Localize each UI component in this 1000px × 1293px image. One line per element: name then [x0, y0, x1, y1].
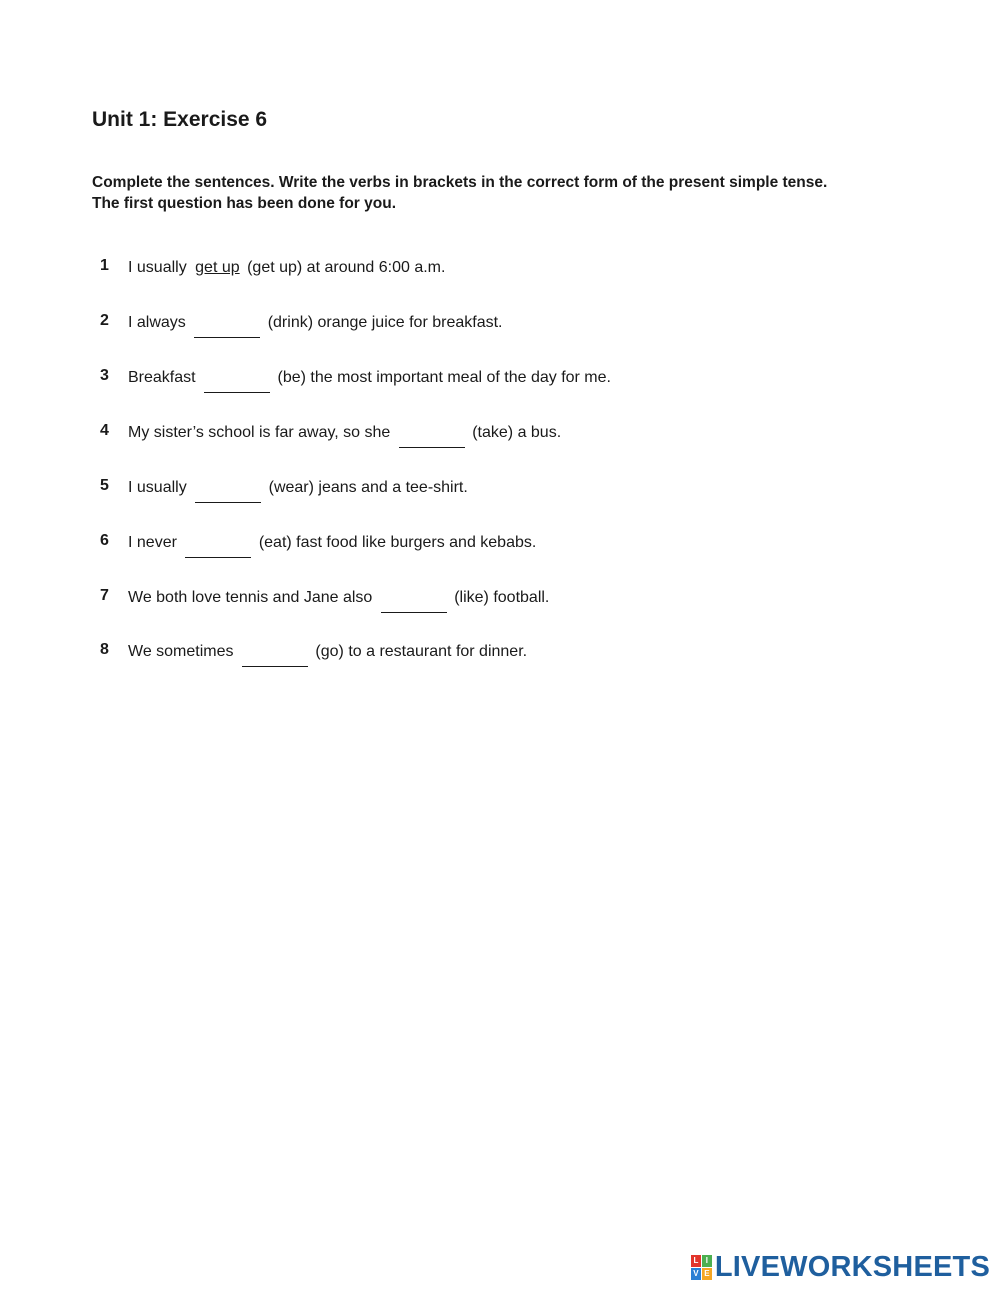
question-2 — [92, 312, 892, 334]
question-number: 3 — [100, 367, 109, 384]
question-text-after: (eat) fast food like burgers and kebabs. — [258, 534, 537, 551]
logo-mark-letter: L — [691, 1255, 701, 1267]
question-number: 4 — [100, 422, 109, 439]
answer-input-7[interactable] — [381, 594, 447, 613]
question-text-before: My sister’s school is far away, so she — [128, 424, 391, 441]
question-number: 2 — [100, 312, 109, 329]
logo-mark-letter: V — [691, 1268, 701, 1280]
answer-input-2[interactable] — [194, 319, 260, 338]
question-1 — [92, 257, 892, 279]
page-title: Unit 1: Exercise 6 — [92, 108, 268, 131]
logo-mark-letter: E — [702, 1268, 712, 1280]
example-answer: get up — [195, 259, 240, 276]
instructions-line-1: Complete the sentences. Write the verbs in brackets in the correct form of the present simple tense. — [92, 174, 828, 191]
question-text-after: (be) the most important meal of the day for me. — [277, 369, 611, 386]
question-6 — [92, 532, 892, 554]
logo-mark-letter: I — [702, 1255, 712, 1267]
question-sentence — [128, 587, 549, 613]
question-text-before: We sometimes — [128, 643, 234, 660]
question-7 — [92, 587, 892, 609]
question-text-after: (like) football. — [454, 589, 550, 606]
question-sentence — [128, 532, 536, 558]
question-number: 8 — [100, 641, 109, 658]
question-text-after: (drink) orange juice for breakfast. — [267, 314, 503, 331]
question-number: 7 — [100, 587, 109, 604]
question-sentence — [128, 312, 502, 338]
question-number: 1 — [100, 257, 109, 274]
question-sentence — [128, 641, 527, 667]
question-number: 6 — [100, 532, 109, 549]
answer-input-8[interactable] — [242, 648, 308, 667]
liveworksheets-logo — [691, 1250, 990, 1283]
question-8 — [92, 641, 892, 663]
question-text-after: (wear) jeans and a tee-shirt. — [268, 479, 468, 496]
answer-input-3[interactable] — [204, 374, 270, 393]
question-sentence — [128, 422, 561, 448]
question-sentence — [128, 257, 445, 279]
answer-input-6[interactable] — [185, 539, 251, 558]
question-sentence — [128, 477, 468, 503]
instructions-line-2: The first question has been done for you. — [92, 195, 396, 212]
question-5 — [92, 477, 892, 499]
question-text-before: We both love tennis and Jane also — [128, 589, 373, 606]
question-3 — [92, 367, 892, 389]
question-text-after: (take) a bus. — [472, 424, 562, 441]
question-number: 5 — [100, 477, 109, 494]
question-text-before: I usually — [128, 259, 187, 276]
instructions — [92, 172, 952, 214]
question-text-after: (get up) at around 6:00 a.m. — [247, 259, 446, 276]
question-text-after: (go) to a restaurant for dinner. — [315, 643, 528, 660]
answer-input-4[interactable] — [399, 429, 465, 448]
logo-text: LIVEWORKSHEETS — [714, 1250, 990, 1283]
answer-input-5[interactable] — [195, 484, 261, 503]
logo-mark-icon — [691, 1255, 712, 1280]
question-text-before: I usually — [128, 479, 187, 496]
question-sentence — [128, 367, 611, 393]
question-text-before: Breakfast — [128, 369, 196, 386]
question-4 — [92, 422, 892, 444]
question-text-before: I always — [128, 314, 186, 331]
question-text-before: I never — [128, 534, 177, 551]
